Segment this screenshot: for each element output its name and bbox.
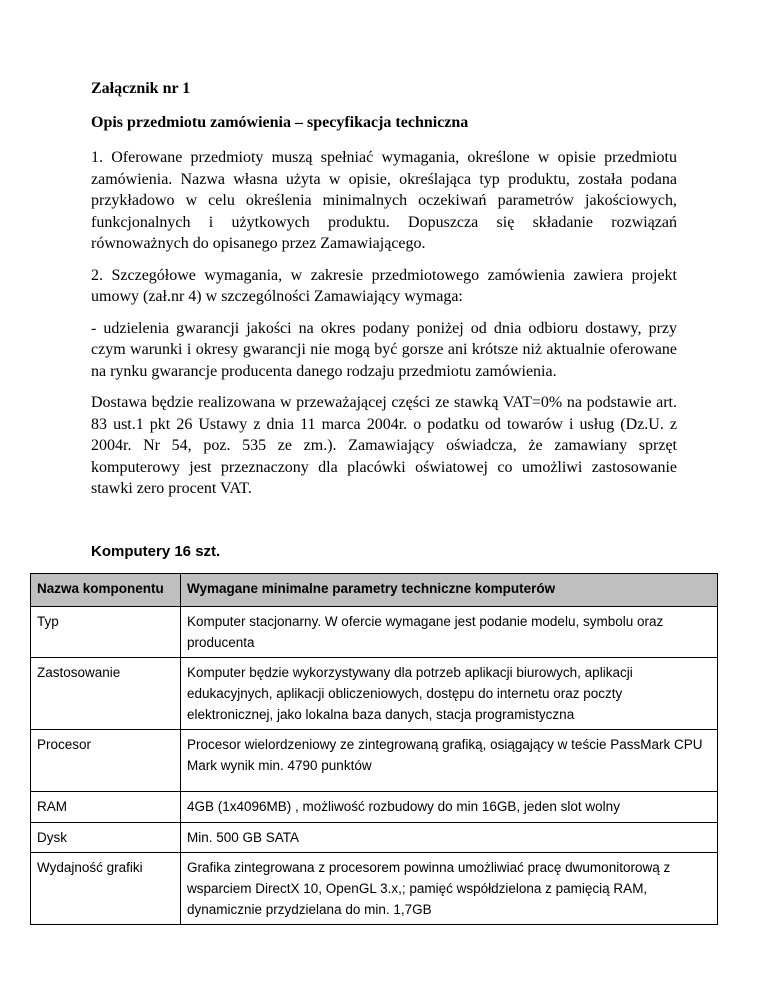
table-row <box>31 658 718 730</box>
table-header-row <box>31 574 718 607</box>
component-cell: Dysk <box>31 823 181 853</box>
table-row <box>31 792 718 823</box>
requirement-cell: Procesor wielordzeniowy ze zintegrowaną grafiką, osiągający w teście PassMark CPU Mark wynik min. 4790 punktów <box>181 730 718 792</box>
requirement-cell: Komputer stacjonarny. W ofercie wymagane jest podanie modelu, symbolu oraz producenta <box>181 607 718 658</box>
document-title: Opis przedmiotu zamówienia – specyfikacja techniczna <box>91 114 469 131</box>
requirement-cell: Grafika zintegrowana z procesorem powinna umożliwiać pracę dwumonitorową z wsparciem DirectX 10, OpenGL 3.x,; pamięć współdzielona z pamięcią RAM, dynamicznie przydzielana do min. 1,7GB <box>181 853 718 925</box>
table-header-component: Nazwa komponentu <box>31 574 181 607</box>
paragraph-2: 2. Szczegółowe wymagania, w zakresie przedmiotowego zamówienia zawiera projekt umowy (zał.nr 4) w szczególności Zamawiający wymaga: <box>91 266 677 305</box>
table-header-requirement: Wymagane minimalne parametry techniczne komputerów <box>181 574 718 607</box>
paragraph-4: Dostawa będzie realizowana w przeważającej części ze stawką VAT=0% na podstawie art. 83 ust.1 pkt 26 Ustawy z dnia 11 marca 2004r. o podatku od towarów i usług (Dz.U. z 2004r. Nr 54, poz. 535 ze zm.). Zamawiający oświadcza, że zamawiany sprzęt komputerowy jest przeznaczony dla placówki oświatowej co umożliwi zastosowanie stawki zero procent VAT. <box>91 394 677 497</box>
component-cell: Wydajność grafiki <box>31 853 181 925</box>
component-cell: Zastosowanie <box>31 658 181 730</box>
requirement-cell: Min. 500 GB SATA <box>181 823 718 853</box>
section-heading: Komputery 16 szt. <box>91 542 221 560</box>
component-cell: Procesor <box>31 730 181 792</box>
component-cell: Typ <box>31 607 181 658</box>
component-cell: RAM <box>31 792 181 823</box>
attachment-label: Załącznik nr 1 <box>91 80 191 97</box>
table-row <box>31 730 718 792</box>
paragraph-1: 1. Oferowane przedmioty muszą spełniać wymagania, określone w opisie przedmiotu zamówienia. Nazwa własna użyta w opisie, określająca typ produktu, została podana przykładowo w celu określenia minimalnych oczekiwań parametrów jakościowych, funkcjonalnych i użytkowych produktu. Dopuszcza się składanie rozwiązań równoważnych do opisanego przez Zamawiającego. <box>91 149 677 252</box>
table-row <box>31 853 718 925</box>
spec-table <box>30 573 718 925</box>
paragraph-3: - udzielenia gwarancji jakości na okres podany poniżej od dnia odbioru dostawy, przy czym warunki i okresy gwarancji nie mogą być gorsze ani krótsze niż aktualnie oferowane na rynku gwarancje producenta danego rodzaju przedmiotu zamówienia. <box>91 319 677 380</box>
requirement-cell: Komputer będzie wykorzystywany dla potrzeb aplikacji biurowych, aplikacji edukacyjnych, aplikacji obliczeniowych, dostępu do internetu oraz poczty elektronicznej, jako lokalna baza danych, stacja programistyczna <box>181 658 718 730</box>
table-row <box>31 607 718 658</box>
table-row <box>31 823 718 853</box>
requirement-cell: 4GB (1x4096MB) , możliwość rozbudowy do min 16GB, jeden slot wolny <box>181 792 718 823</box>
